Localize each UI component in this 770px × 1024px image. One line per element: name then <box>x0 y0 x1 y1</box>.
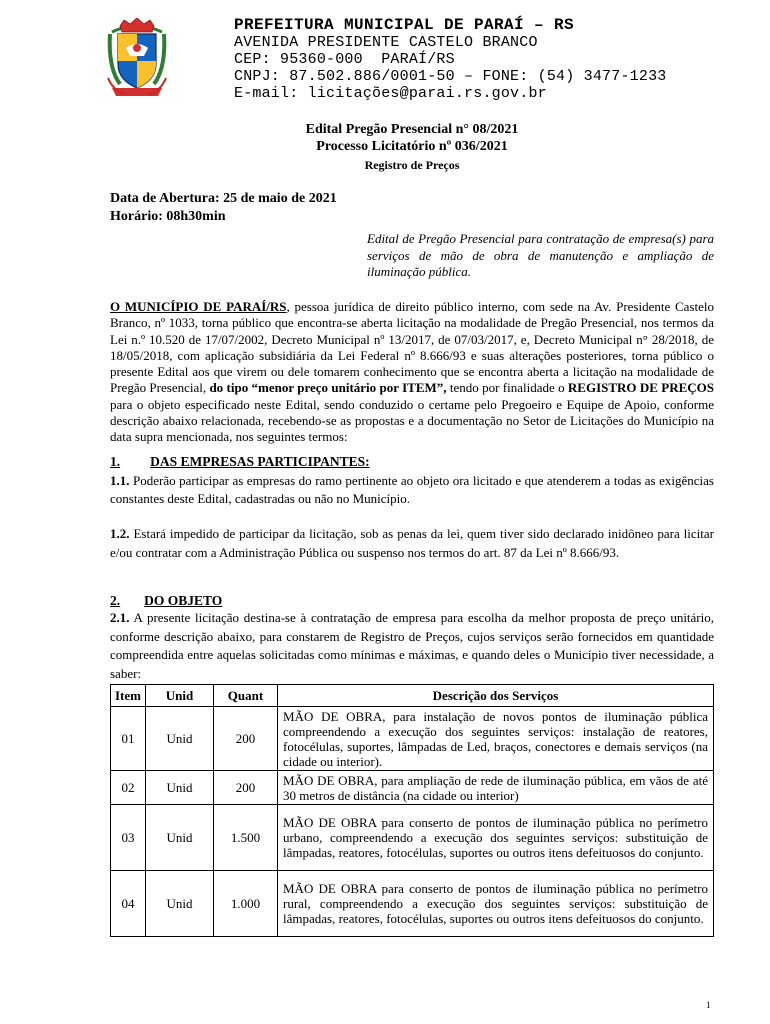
intro-text-2: tendo por finalidade o <box>446 380 568 396</box>
cell-unid: Unid <box>146 707 214 771</box>
edital-title: Edital Pregão Presencial n° 08/2021 <box>305 122 519 137</box>
column-header-description: Descrição dos Serviços <box>278 685 714 707</box>
letterhead <box>234 16 666 102</box>
section-1-number: 1. <box>110 454 121 469</box>
cell-unid: Unid <box>146 771 214 805</box>
cell-quant: 1.500 <box>214 805 278 871</box>
intro-bold-type: do tipo “menor preço unitário por ITEM”, <box>209 380 447 396</box>
intro-bold-registro: REGISTRO DE PREÇOS <box>567 380 715 396</box>
table-row <box>111 805 714 871</box>
section-2-heading <box>110 593 714 609</box>
section-1-title: DAS EMPRESAS PARTICIPANTES: <box>150 454 370 469</box>
clause-text: Estará impedido de participar da licitação, sob as penas da lei, quem tiver sido declarado inidôneo para licitar e/ou contratar com a Administração Pública ou suspenso nos termos do art. 87 da Lei nº 8.666/93. <box>110 526 714 560</box>
registro-title: Registro de Preços <box>364 158 460 172</box>
cep-line: CEP: 95360-000 PARAÍ/RS <box>234 51 455 68</box>
column-header-unid: Unid <box>146 685 214 707</box>
table-row <box>111 771 714 805</box>
cell-unid: Unid <box>146 805 214 871</box>
table-row <box>111 707 714 771</box>
cell-description: MÃO DE OBRA, para instalação de novos pontos de iluminação pública compreendendo a execução dos seguintes serviços: instalação de reatores, fotocélulas, suportes, lâmpadas de Led, braços, conectores e demais serviços (na cidade ou interior). <box>278 707 714 771</box>
clause-number: 1.2. <box>110 526 130 541</box>
cell-quant: 200 <box>214 707 278 771</box>
table-row <box>111 871 714 937</box>
page-number: 1 <box>706 1000 711 1010</box>
intro-text-1: , pessoa jurídica de direito público interno, com sede na Av. Presidente Castelo Branco, nº 1033, torna público que encontra-se aberta licitação na modalidade de Pregão Presencial, nos termos da Lei n.º 10.520 de 17/07/2002, Decreto Municipal nº 13/2017, de 07/03/2017, e, Decreto Municipal n° 28/2018, de 18/05/2018, com aplicação subsidiária da Lei Federal nº 8.666/93 e suas alterações posteriores, torna público o presente Edital aos que virem ou dele tomarem conhecimento que se encontra aberta a licitação na modalidade de Pregão Presencial, <box>110 299 714 396</box>
processo-title: Processo Licitatório nº 036/2021 <box>316 139 508 154</box>
municipality-name: O MUNICÍPIO DE PARAÍ/RS <box>110 299 287 314</box>
cell-quant: 200 <box>214 771 278 805</box>
cell-description: MÃO DE OBRA para conserto de pontos de iluminação pública no perímetro urbano, compreendendo a execução dos seguintes serviços: substituição de lâmpadas, reatores, fotocélulas, suportes ou outros itens defeituosos do conjunto. <box>278 805 714 871</box>
section-2-1 <box>110 609 714 684</box>
clause-text: A presente licitação destina-se à contratação de empresa para escolha da melhor proposta de preço unitário, conforme descrição abaixo, para constarem de Registro de Preços, cujos serviços serão fornecidos em quantidade compreendida entre aquelas solicitadas como mínimas e máximas, e quando deles o Município tiver necessidade, a saber: <box>110 610 714 682</box>
municipal-crest-logo <box>106 18 168 100</box>
clause-number: 1.1. <box>110 473 130 488</box>
cell-item: 02 <box>111 771 146 805</box>
table-header-row <box>111 685 714 707</box>
intro-paragraph <box>110 299 714 446</box>
cell-quant: 1.000 <box>214 871 278 937</box>
cell-item: 03 <box>111 805 146 871</box>
cell-description: MÃO DE OBRA para conserto de pontos de iluminação pública no perímetro rural, compreendendo a execução dos seguintes serviços: substituição de lâmpadas, reatores, fotocélulas, suportes ou outros itens defeituosos do conjunto. <box>278 871 714 937</box>
services-table <box>110 684 714 937</box>
column-header-quant: Quant <box>214 685 278 707</box>
clause-text: Poderão participar as empresas do ramo pertinente ao objeto ora licitado e que atenderem a todas as exigências constantes deste Edital, cadastradas ou não no Município. <box>110 473 714 506</box>
cell-unid: Unid <box>146 871 214 937</box>
section-1-heading <box>110 454 714 470</box>
cell-item: 04 <box>111 871 146 937</box>
cnpj-phone-line: CNPJ: 87.502.886/0001-50 – FONE: (54) 3477-1233 <box>234 68 667 85</box>
section-2-number: 2. <box>110 593 121 608</box>
column-header-item: Item <box>111 685 146 707</box>
address-line: AVENIDA PRESIDENTE CASTELO BRANCO <box>234 34 538 51</box>
section-2-title: DO OBJETO <box>144 593 223 608</box>
municipality-title: PREFEITURA MUNICIPAL DE PARAÍ – RS <box>234 16 575 34</box>
edital-summary: Edital de Pregão Presencial para contratação de empresa(s) para serviços de mão de obra de manutenção e ampliação de iluminação pública. <box>367 231 714 279</box>
cell-description: MÃO DE OBRA, para ampliação de rede de iluminação pública, em vãos de até 30 metros de distância (na cidade ou interior) <box>278 771 714 805</box>
opening-date: Data de Abertura: 25 de maio de 2021 <box>110 191 337 206</box>
section-1-1 <box>110 472 714 508</box>
opening-time: Horário: 08h30min <box>110 209 226 224</box>
clause-number: 2.1. <box>110 610 130 625</box>
email-line: E-mail: licitações@parai.rs.gov.br <box>234 85 547 102</box>
cell-item: 01 <box>111 707 146 771</box>
intro-text-3: para o objeto especificado neste Edital, sendo conduzido o certame pelo Pregoeiro e Equipe de Apoio, conforme descrição abaixo relacionada, recebendo-se as propostas e a documentação no Setor de Licitações do Município na data supra mencionada, nos seguintes termos: <box>110 396 714 445</box>
section-1-2 <box>110 524 714 562</box>
